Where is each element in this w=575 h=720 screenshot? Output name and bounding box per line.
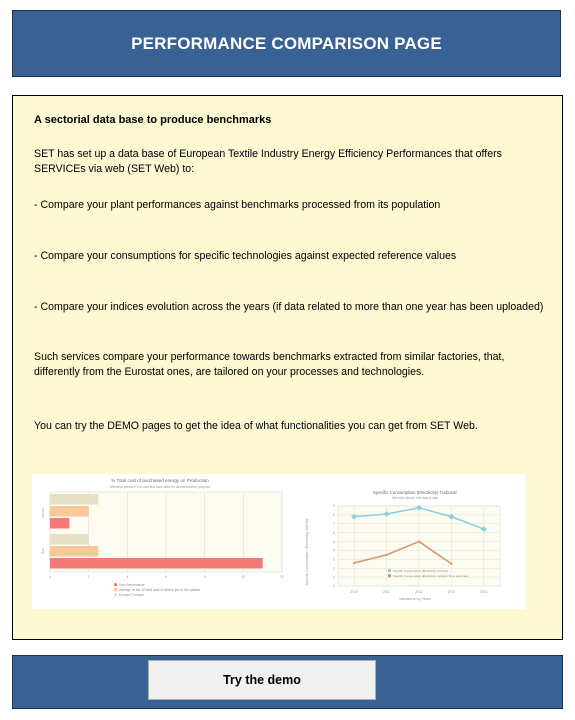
bar-x-tick-label: 12 bbox=[280, 575, 284, 579]
bar-category-label: Sector bbox=[41, 508, 45, 518]
line-x-tick-label: 2014 bbox=[480, 590, 488, 594]
bar-x-tick-label: 2 bbox=[87, 575, 90, 579]
bar-legend-swatch bbox=[114, 583, 117, 586]
bar-x-tick-label: 6 bbox=[165, 575, 167, 579]
bar-x-tick-label: 0 bbox=[49, 575, 51, 579]
demo-hint-paragraph: You can try the DEMO pages to get the idea of what functionalities you can get from SET Web. bbox=[34, 420, 478, 432]
line-x-tick-label: 2013 bbox=[447, 590, 456, 594]
line-chart-xlabel: Variations by Years bbox=[398, 597, 432, 601]
line-legend-label: Specific Consumption (Electricity) Turbocar bbox=[393, 569, 449, 573]
line-point bbox=[418, 540, 420, 542]
try-demo-button[interactable]: Try the demo bbox=[148, 660, 376, 700]
line-point bbox=[353, 562, 355, 564]
line-legend-label: Specific Consumption (Electricity) variation % on past year bbox=[393, 574, 468, 578]
bar-x-tick-label: 10 bbox=[241, 575, 246, 579]
bullet-compare-plant: - Compare your plant performances against benchmarks processed from its population bbox=[34, 199, 441, 211]
page-title: PERFORMANCE COMPARISON PAGE bbox=[131, 33, 442, 53]
line-x-tick-label: 2010 bbox=[350, 590, 358, 594]
line-x-tick-label: 2012 bbox=[415, 590, 423, 594]
line-point bbox=[450, 563, 452, 565]
bar-chart bbox=[32, 474, 297, 609]
bar-legend-label: Your Performance bbox=[119, 583, 145, 587]
services-paragraph: Such services compare your performance towards benchmarks extracted from similar factories, that, differently from the Eurostat ones, are tailored on your processes and technologies. bbox=[34, 351, 505, 378]
bullet-compare-indices: - Compare your indices evolution across the years (if data related to more than one year has been uploaded) bbox=[34, 301, 544, 313]
bullet-compare-consumptions: - Compare your consumptions for specific technologies against expected reference values bbox=[34, 250, 457, 262]
intro-paragraph: SET has set up a data base of European Textile Industry Energy Efficiency Performances that offers SERVICEs via web (SET Web) to: bbox=[34, 148, 502, 175]
line-y-tick-label: 0 bbox=[333, 584, 335, 589]
line-y-tick-label: 1 bbox=[333, 575, 335, 580]
line-chart-subtitle: Attention please: this data is fake bbox=[391, 496, 439, 500]
line-y-tick-label: 3 bbox=[333, 557, 335, 562]
bar-legend-label: Europe (*) known bbox=[119, 593, 144, 597]
bar-x-tick-label: 8 bbox=[203, 575, 206, 579]
line-y-tick-label: 6 bbox=[333, 530, 335, 535]
line-chart bbox=[300, 474, 525, 609]
line-y-tick-label: 5 bbox=[333, 539, 335, 544]
bar-chart-subtitle: Attention please!! You can find fake data for demonstrative purpose bbox=[109, 485, 211, 489]
line-x-tick-label: 2011 bbox=[382, 590, 391, 594]
bar bbox=[50, 506, 89, 517]
page-header bbox=[12, 10, 561, 77]
chart-preview-image bbox=[32, 474, 525, 609]
bar bbox=[50, 494, 98, 505]
bar bbox=[50, 546, 98, 557]
line-point bbox=[385, 554, 387, 556]
bar bbox=[50, 558, 263, 569]
bar-x-tick-label: 4 bbox=[126, 575, 129, 579]
bar bbox=[50, 518, 69, 529]
line-y-tick-label: 2 bbox=[333, 566, 335, 571]
bar-legend-label: Average on the 10 best units of what is you in the dataset bbox=[119, 588, 200, 592]
line-y-tick-label: 4 bbox=[333, 548, 335, 553]
line-chart-ylabel: Specific Consumption (Electricity) kWh/kg bbox=[305, 518, 309, 586]
bar bbox=[50, 534, 89, 545]
line-legend-swatch bbox=[388, 574, 391, 577]
line-legend-swatch bbox=[388, 569, 391, 572]
line-y-tick-label: 7 bbox=[333, 521, 335, 526]
bar-chart-title: % Total cost of purchased energy on Production bbox=[111, 478, 209, 483]
line-y-tick-label: 9 bbox=[333, 504, 335, 509]
bar-legend-swatch bbox=[114, 593, 117, 596]
bar-category-label: Site bbox=[41, 548, 45, 554]
line-y-tick-label: 8 bbox=[333, 513, 335, 518]
section-subtitle: A sectorial data base to produce benchmarks bbox=[34, 114, 272, 126]
line-chart-title: Specific Consumption (Electricity) Turbocar bbox=[373, 490, 457, 495]
content-panel bbox=[12, 95, 563, 640]
bar-legend-swatch bbox=[114, 588, 117, 591]
page-footer bbox=[12, 655, 563, 709]
